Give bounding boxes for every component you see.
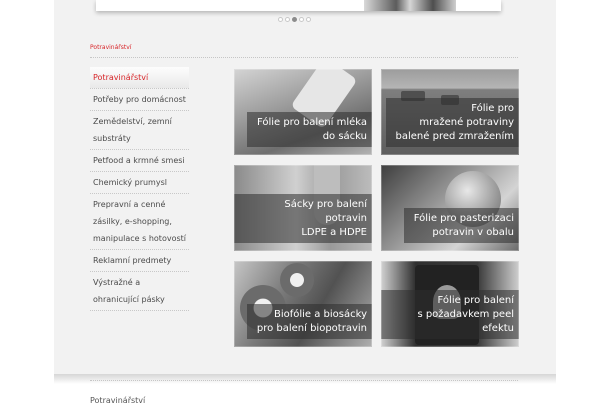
sidebar-item-zemedelstvi bbox=[90, 111, 189, 150]
sidebar-link-prepravni[interactable]: Prepravní a cenné zásilky, e-shopping, manipulace s hotovostí bbox=[93, 200, 186, 243]
tile-milk-film[interactable] bbox=[234, 69, 372, 155]
person-icon bbox=[433, 285, 461, 319]
sidebar-item-reklamni bbox=[90, 250, 189, 272]
tile-caption: Fólie pro balení mléka do sácku bbox=[247, 112, 372, 147]
sidebar-link-reklamni[interactable]: Reklamní predmety bbox=[93, 256, 172, 265]
tile-pasteurization-film[interactable] bbox=[381, 165, 519, 251]
slider-dot-4[interactable] bbox=[299, 17, 304, 22]
slider-dot-3[interactable] bbox=[292, 17, 297, 22]
sidebar-link-chemicky[interactable]: Chemický prumysl bbox=[93, 178, 167, 187]
tile-caption: Biofólie a biosácky pro balení biopotravin bbox=[247, 304, 372, 339]
tape-rolls-photo bbox=[240, 285, 286, 331]
tile-caption: Fólie pro pasterizaci potravin v obalu bbox=[404, 208, 519, 243]
bale-icon bbox=[441, 95, 459, 105]
divider bbox=[90, 57, 518, 58]
black-bag-photo bbox=[415, 265, 479, 345]
slider-dot-1[interactable] bbox=[278, 17, 283, 22]
tile-bio-film[interactable] bbox=[234, 261, 372, 347]
sidebar-link-petfood[interactable]: Petfood a krmné smesi bbox=[93, 156, 185, 165]
roll-icon bbox=[280, 263, 314, 297]
banner-slider bbox=[96, 0, 501, 11]
sidebar-item-petfood bbox=[90, 150, 189, 172]
footer-breadcrumb[interactable]: Potravinářství bbox=[90, 396, 146, 405]
sidebar-item-potravinarstvi bbox=[90, 67, 189, 89]
tile-ldpe-hdpe-bags[interactable] bbox=[234, 165, 372, 251]
bag-rolls-photo bbox=[314, 165, 340, 225]
tile-frozen-food-film[interactable] bbox=[381, 69, 519, 155]
field-bales-photo bbox=[401, 91, 425, 101]
sidebar-link-potravinarstvi[interactable]: Potravinářství bbox=[90, 67, 189, 88]
sidebar-link-zemedelstvi[interactable]: Zemědelství, zemní substráty bbox=[93, 117, 172, 143]
slider-photo bbox=[364, 0, 456, 11]
sidebar-item-vystrazne bbox=[90, 272, 189, 311]
slider-dot-5[interactable] bbox=[306, 17, 311, 22]
tile-caption: Fólie pro balení s požadavkem peel efektu bbox=[381, 290, 519, 339]
sidebar-item-chemicky bbox=[90, 172, 189, 194]
sidebar-link-vystrazne[interactable]: Výstražné a ohranicující pásky bbox=[93, 278, 165, 304]
sidebar-menu bbox=[90, 67, 189, 311]
page-shadow bbox=[54, 374, 556, 384]
tile-caption: Sácky pro balení potravin LDPE a HDPE bbox=[234, 194, 372, 243]
sidebar-item-domacnost bbox=[90, 89, 189, 111]
tile-caption: Fólie pro mražené potraviny balené pred zmražením bbox=[386, 98, 519, 147]
breadcrumb[interactable]: Potravinářství bbox=[90, 44, 132, 51]
sidebar-link-domacnost[interactable]: Potřeby pro domácnost bbox=[93, 95, 186, 104]
milk-film-photo bbox=[290, 69, 357, 129]
slider-pagination bbox=[278, 17, 311, 23]
slider-dot-2[interactable] bbox=[285, 17, 290, 22]
tile-peel-film[interactable] bbox=[381, 261, 519, 347]
euro-coin-photo bbox=[445, 171, 501, 227]
footer-divider bbox=[90, 380, 518, 381]
sidebar-item-prepravni bbox=[90, 194, 189, 250]
